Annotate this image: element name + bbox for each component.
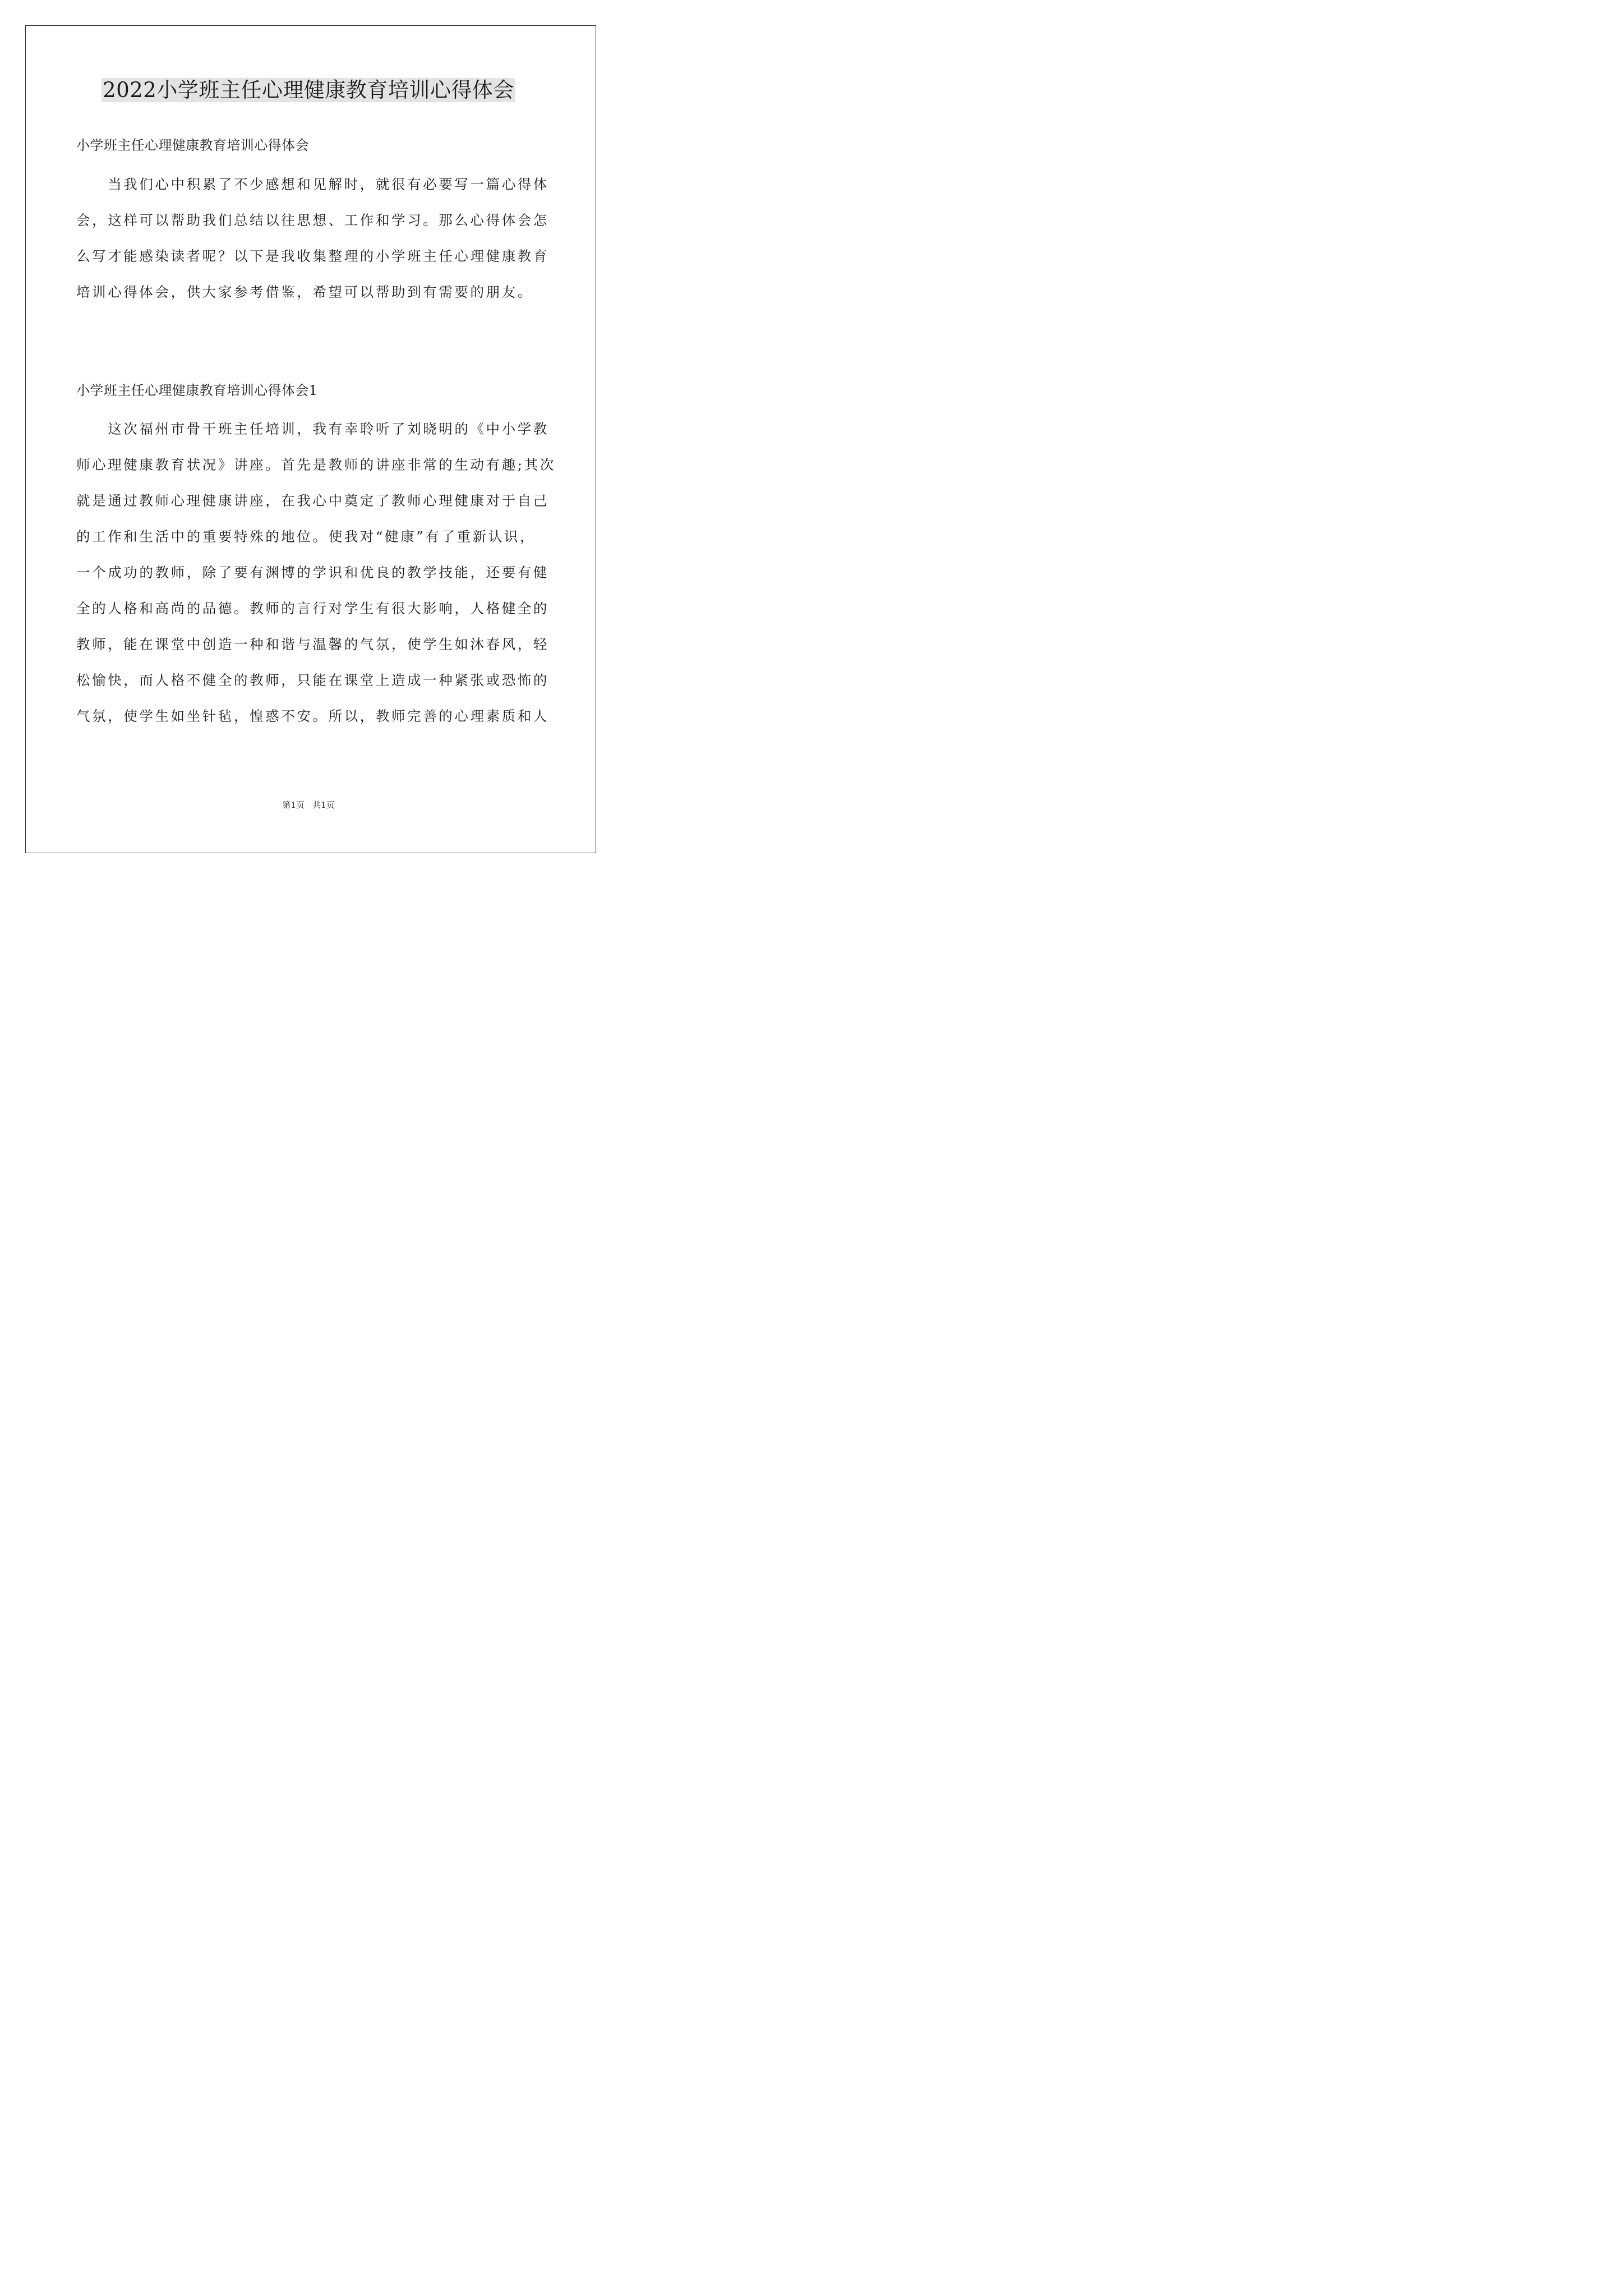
intro-line: 当我们心中积累了不少感想和见解时，就很有必要写一篇心得体 xyxy=(76,176,549,192)
section-line: 就是通过教师心理健康讲座，在我心中奠定了教师心理健康对于自己 xyxy=(76,493,549,509)
section-line: 这次福州市骨干班主任培训，我有幸聆听了刘晓明的《中小学教 xyxy=(76,421,549,437)
section-line: 全的人格和高尚的品德。教师的言行对学生有很大影响，人格健全的 xyxy=(76,600,549,616)
document-subtitle: 小学班主任心理健康教育培训心得体会 xyxy=(76,137,309,153)
document-title-text: 2022小学班主任心理健康教育培训心得体会 xyxy=(103,78,514,102)
section-line: 一个成功的教师，除了要有渊博的学识和优良的教学技能，还要有健 xyxy=(76,564,549,581)
section-line: 松愉快，而人格不健全的教师，只能在课堂上造成一种紧张或恐怖的 xyxy=(76,672,549,688)
intro-line: 么写才能感染读者呢？以下是我收集整理的小学班主任心理健康教育 xyxy=(76,248,549,264)
document-title xyxy=(0,75,617,106)
section-line: 气氛，使学生如坐针毡，惶惑不安。所以，教师完善的心理素质和人 xyxy=(76,708,549,724)
section-paragraph xyxy=(76,411,556,734)
section-line: 的工作和生活中的重要特殊的地位。使我对“健康”有了重新认识， xyxy=(76,528,536,545)
intro-paragraph xyxy=(76,167,549,310)
intro-line: 会，这样可以帮助我们总结以往思想、工作和学习。那么心得体会怎 xyxy=(76,212,549,228)
section-line: 师心理健康教育状况》讲座。首先是教师的讲座非常的生动有趣;其次 xyxy=(76,457,556,473)
section-line: 教师，能在课堂中创造一种和谐与温馨的气氛，使学生如沐春风，轻 xyxy=(76,636,549,652)
section-heading: 小学班主任心理健康教育培训心得体会1 xyxy=(76,383,318,398)
intro-line: 培训心得体会，供大家参考借鉴，希望可以帮助到有需要的朋友。 xyxy=(76,284,533,300)
page-footer: 第1页 共1页 xyxy=(282,800,335,810)
